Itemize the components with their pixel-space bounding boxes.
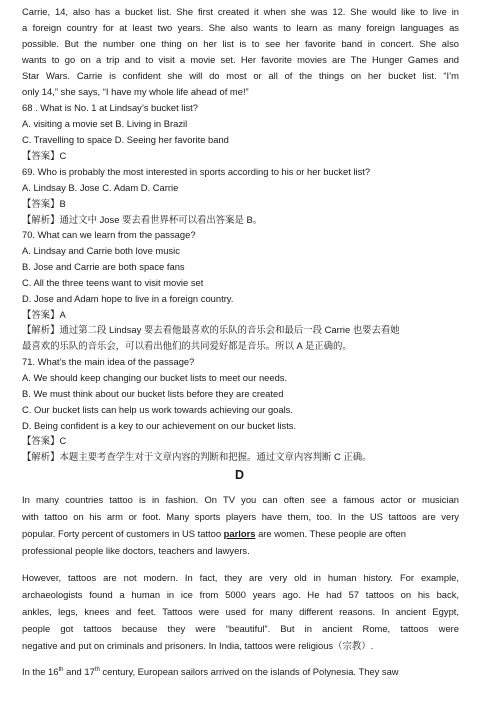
passage-line: only 14,” she says, “I have my whole life ahead of me!” xyxy=(22,86,249,97)
passage-line: a foreign country for at least two years. She also wants to learn as many foreign languages as xyxy=(22,22,459,33)
passage-line xyxy=(22,526,459,542)
question-71-option: D. Being confident is a key to our achievement on our bucket lists. xyxy=(22,420,297,431)
passage-line: possible. But the number one thing on her list is to see her favorite band in concert. She also xyxy=(22,38,459,49)
question-71-option: B. We must think about our bucket lists before they are created xyxy=(22,388,284,399)
question-70-option: B. Jose and Carrie are both space fans xyxy=(22,261,185,272)
question-70-option: D. Jose and Adam hope to live in a foreign country. xyxy=(22,293,234,304)
question-70: 70. What can we learn from the passage? xyxy=(22,229,196,240)
question-71-option: A. We should keep changing our bucket lists to meet our needs. xyxy=(22,372,288,383)
ordinal-suffix: th xyxy=(58,666,64,673)
passage-line: wants to go on a trip and to visit a movie set. Her favorite movies are The Hunger Games and xyxy=(22,54,459,65)
passage-line: Carrie, 14, also has a bucket list. She first created it when she was 12. She would like to live in xyxy=(22,6,459,17)
passage-text: and 17 xyxy=(63,666,95,677)
passage-text: are women. These people are often xyxy=(255,528,406,539)
question-69: 69. Who is probably the most interested in sports according to his or her bucket list? xyxy=(22,166,371,177)
question-70-option: A. Lindsay and Carrie both love music xyxy=(22,245,180,256)
passage-text: popular. Forty percent of customers in US tattoo xyxy=(22,528,222,539)
section-heading: D xyxy=(234,468,245,482)
answer-70: 【答案】A xyxy=(22,309,66,320)
passage-line: ankles, legs, knees and feet. Tattoos were used for many different reasons. In ancient Egypt, xyxy=(22,606,459,617)
question-71: 71. What’s the main idea of the passage? xyxy=(22,356,195,367)
passage-text: In the 16 xyxy=(22,666,59,677)
passage-line: In many countries tattoo is in fashion. On TV you can often see a famous actor or musician xyxy=(22,494,459,505)
analysis-70: 最喜欢的乐队的音乐会，可以看出他们的共同爱好都是音乐。所以 A 是正确的。 xyxy=(22,340,352,351)
passage-line: with tattoo on his arm or foot. Many sports players have them, too. In the US tattoos are very xyxy=(22,511,459,522)
passage-line: However, tattoos are not modern. In fact, they are very old in human history. For example, xyxy=(22,572,459,583)
keyword-parlors: parlors xyxy=(223,528,256,539)
passage-line: negative and put on criminals and prisoners. In India, tattoos were religious（宗教）. xyxy=(22,640,374,651)
question-68-options: A. visiting a movie set B. Living in Brazil xyxy=(22,118,188,129)
analysis-70: 【解析】通过第二段 Lindsay 要去看他最喜欢的乐队的音乐会和最后一段 Carrie 也要去看她 xyxy=(22,324,400,335)
question-70-option: C. All the three teens want to visit movie set xyxy=(22,277,204,288)
passage-line: Star Wars. Carrie is confident she will do most or all of the things on her bucket list. “I’m xyxy=(22,70,459,81)
answer-71: 【答案】C xyxy=(22,435,67,446)
passage-text: century, European sailors arrived on the islands of Polynesia. They saw xyxy=(99,666,399,677)
passage-line xyxy=(22,664,399,680)
answer-69: 【答案】B xyxy=(22,198,66,209)
ordinal-suffix: th xyxy=(94,666,100,673)
passage-line: archaeologists found a human in ice from 5000 years ago. He had 57 tattoos on his back, xyxy=(22,589,459,600)
question-68: 68 . What is No. 1 at Lindsay’s bucket list? xyxy=(22,102,198,113)
answer-68: 【答案】C xyxy=(22,150,67,161)
analysis-69: 【解析】通过文中 Jose 要去看世界杯可以看出答案是 B。 xyxy=(22,214,263,225)
question-71-option: C. Our bucket lists can help us work towards achieving our goals. xyxy=(22,404,293,415)
passage-line: professional people like doctors, teachers and lawyers. xyxy=(22,545,250,556)
question-69-options: A. Lindsay B. Jose C. Adam D. Carrie xyxy=(22,182,179,193)
passage-line: people got tattoos because they were “beautiful”. But in ancient Rome, tattoos were xyxy=(22,623,459,634)
analysis-71: 【解析】本题主要考查学生对于文章内容的判断和把握。通过文章内容判断 C 正确。 xyxy=(22,451,372,462)
question-68-options: C. Travelling to space D. Seeing her favorite band xyxy=(22,134,229,145)
